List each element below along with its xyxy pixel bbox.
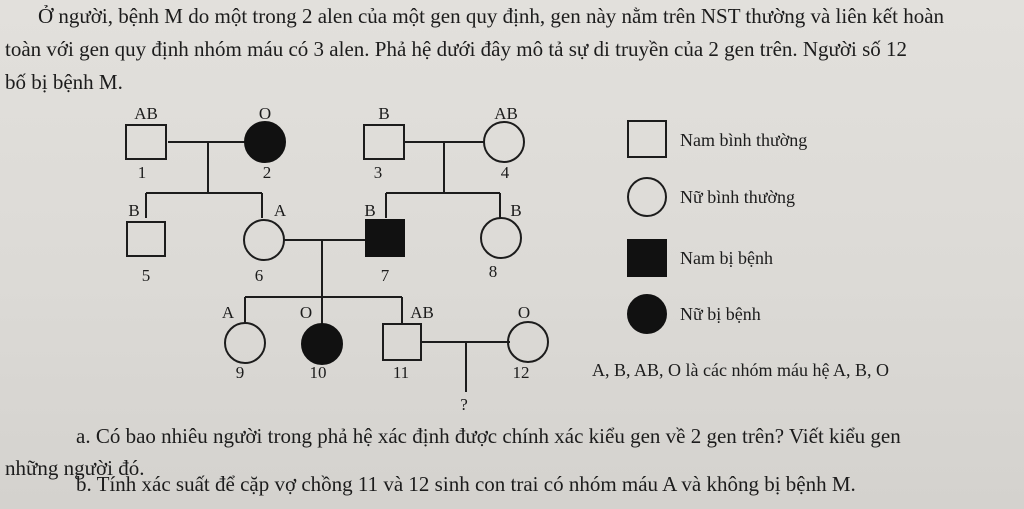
problem-line-2: toàn với gen quy định nhóm máu có 3 alen. Phả hệ dưới đây mô tả sự di truyền của 2 gen trên. Người số 12: [5, 37, 908, 61]
individual-11-normal-male: [383, 324, 421, 360]
blood-label-7: B: [364, 201, 376, 220]
blood-label-10: O: [299, 303, 313, 322]
blood-label-12: O: [517, 303, 531, 322]
individual-5-normal-male: [127, 222, 165, 256]
question-b: b. Tính xác suất để cặp vợ chồng 11 và 12 sinh con trai có nhóm máu A và không bị bệnh M.: [76, 472, 856, 496]
individual-4-normal-female: [484, 122, 524, 162]
individual-8-normal-female: [481, 218, 521, 258]
blood-label-1: AB: [134, 104, 158, 123]
number-label-1: 1: [137, 163, 147, 182]
blood-label-8: B: [510, 201, 522, 220]
blood-label-9: A: [221, 303, 235, 322]
individual-12-normal-female: [508, 322, 548, 362]
legend-normal-male-symbol: [628, 121, 666, 157]
number-label-4: 4: [500, 163, 510, 182]
problem-line-1: Ở người, bệnh M do một trong 2 alen của một gen quy định, gen này nằm trên NST thường và liên kết hoàn: [38, 4, 945, 28]
individual-9-normal-female: [225, 323, 265, 363]
legend-affected-male-label: Nam bị bệnh: [680, 248, 773, 268]
legend-blood-group-note: A, B, AB, O là các nhóm máu hệ A, B, O: [592, 360, 889, 380]
individual-1-normal-male: [126, 125, 166, 159]
number-label-3: 3: [373, 163, 383, 182]
individual-10-affected-female: [302, 324, 342, 364]
legend-affected-female-symbol: [628, 295, 666, 333]
blood-label-11: AB: [410, 303, 434, 322]
legend-affected-female-label: Nữ bị bệnh: [680, 304, 761, 324]
number-label-12: 12: [512, 363, 530, 382]
individual-6-normal-female: [244, 220, 284, 260]
number-label-8: 8: [488, 262, 498, 281]
question-a-line-2: những người đó.: [5, 456, 145, 480]
blood-label-2: O: [258, 104, 272, 123]
number-label-6: 6: [254, 266, 264, 285]
number-label-5: 5: [141, 266, 151, 285]
legend-normal-female-label: Nữ bình thường: [680, 187, 796, 207]
question-a-line-1: a. Có bao nhiêu người trong phả hệ xác định được chính xác kiểu gen về 2 gen trên? Viết kiểu gen: [76, 424, 901, 448]
blood-label-5: B: [128, 201, 140, 220]
number-label-2: 2: [262, 163, 272, 182]
unknown-child-label: ?: [460, 395, 468, 414]
number-label-10: 10: [309, 363, 327, 382]
blood-label-6: A: [273, 201, 287, 220]
number-label-7: 7: [380, 266, 390, 285]
number-label-11: 11: [392, 363, 410, 382]
legend-affected-male-symbol: [628, 240, 666, 276]
blood-label-4: AB: [494, 104, 518, 123]
problem-line-3: bố bị bệnh M.: [5, 70, 123, 94]
blood-label-3: B: [378, 104, 390, 123]
individual-3-normal-male: [364, 125, 404, 159]
legend-normal-female-symbol: [628, 178, 666, 216]
individual-2-affected-female: [245, 122, 285, 162]
legend-normal-male-label: Nam bình thường: [680, 130, 808, 150]
individual-7-affected-male: [366, 220, 404, 256]
number-label-9: 9: [235, 363, 245, 382]
